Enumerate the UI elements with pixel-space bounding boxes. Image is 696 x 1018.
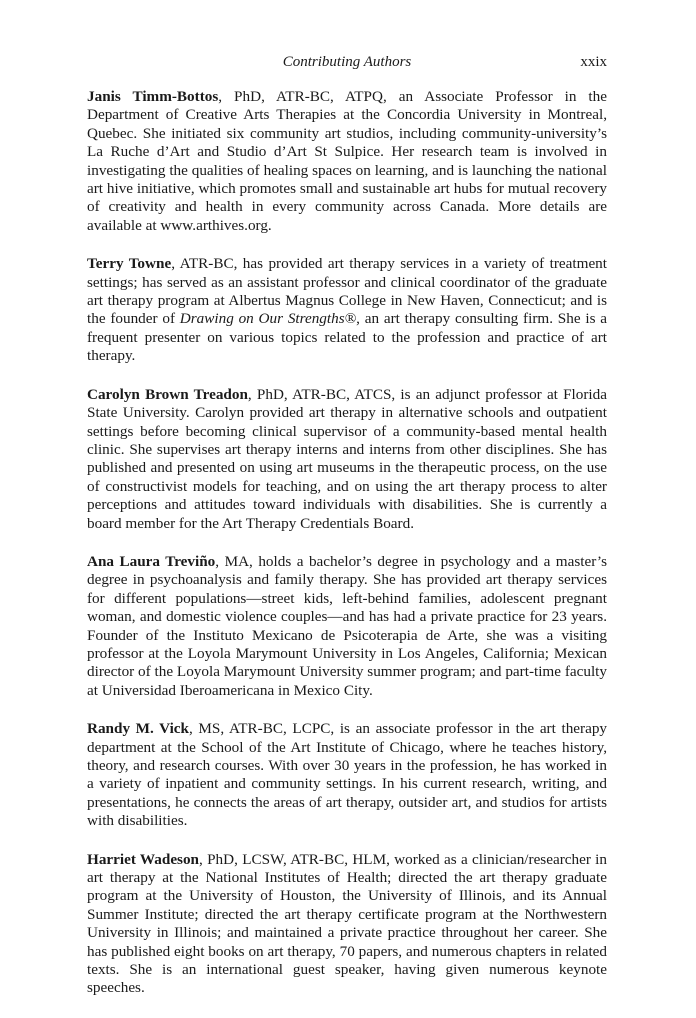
contributor-name: Janis Timm-Bottos	[87, 88, 219, 105]
contributor-entry	[87, 553, 607, 700]
page-number: xxix	[580, 54, 607, 70]
contributor-list	[87, 88, 607, 1018]
contributor-bio: , PhD, LCSW, ATR-BC, HLM, worked as a clinician/researcher in art therapy at the National Institutes of Health; directed the art therapy graduate program at the University of Houston, the University of Illinois, and its Annual Summer Institute; directed the art therapy certificate program at the Northwestern University in Illinois; and maintained a private practice throughout her career. She has published eight books on art therapy, 70 papers, and numerous chapters in related texts. She is an international guest speaker, having given numerous keynote speeches.	[87, 850, 607, 997]
running-head	[87, 54, 607, 76]
running-head-title: Contributing Authors	[282, 54, 412, 70]
contributor-entry	[87, 851, 607, 998]
contributor-name: Harriet Wadeson	[87, 850, 200, 868]
company-name: Drawing on Our Strengths®	[179, 310, 357, 328]
contributor-name: Ana Laura Treviño	[87, 552, 216, 570]
contributor-entry	[87, 88, 607, 235]
contributor-entry	[87, 720, 607, 830]
contributor-bio: , MS, ATR-BC, LCPC, is an associate professor in the art therapy department at the School of the Art Institute of Chicago, where he teaches history, theory, and research courses. With over 30 years in the profession, he has worked in a variety of inpatient and community settings. In his current research, writing, and presentations, he connects the areas of art therapy, outsider art, and studios for artists with disabilities.	[87, 720, 608, 830]
contributor-entry	[87, 255, 607, 365]
contributor-bio-continued: , an art therapy consulting firm. She is a frequent presenter on various topics related to the profession and practice of art therapy.	[87, 310, 607, 365]
contributor-name: Carolyn Brown Treadon	[87, 385, 248, 403]
contributor-entry	[87, 386, 607, 533]
contributor-bio: , ATR-BC, has provided art therapy services in a variety of treatment settings; has served as an assistant professor and clinical coordinator of the graduate art therapy program at Albertus Magnus College in New Haven, Connecticut; and is the founder of	[87, 255, 607, 328]
contributor-bio: , MA, holds a bachelor’s degree in psychology and a master’s degree in psychoanalysis and family therapy. She has provided art therapy services for different populations—street kids, left-behind families, adolescent pregnant woman, and domestic violence couples—and has had a private practice for 23 years. Founder of the Instituto Mexicano de Psicoterapia de Arte, she was a visiting professor at the Loyola Marymount University in Los Angeles, California; Mexican director of the Loyola Marymount University summer program; and part-time faculty at Universidad Iberoamericana in Mexico City.	[87, 552, 607, 699]
contributor-bio: , PhD, ATR-BC, ATPQ, an Associate Professor in the Department of Creative Arts Therapies at the Concordia University in Montreal, Quebec. She initiated six community art studios, including community-university’s La Ruche d’Art and Studio d’Art St Sulpice. Her research team is involved in investigating the qualities of healing spaces on learning, and is launching the national art hive initiative, which promotes small and sustainable art hubs for mutual recovery of creativity and health in every community across Canada. More details are available at www.arthives.org.	[87, 88, 607, 234]
contributor-name: Randy M. Vick	[87, 720, 189, 738]
contributor-name: Terry Towne	[87, 255, 172, 273]
contributor-bio: , PhD, ATR-BC, ATCS, is an adjunct professor at Florida State University. Carolyn provided art therapy in alternative schools and outpatient settings before becoming clinical supervisor of a community-based mental health clinic. She supervises art therapy interns and interns from other disciplines. She has published and presented on using art museums in the therapeutic process, on the use of constructivist models for teaching, and on using the art therapy process to alter perceptions and attitudes toward individuals with disabilities. She is currently a board member for the Art Therapy Credentials Board.	[87, 385, 607, 532]
